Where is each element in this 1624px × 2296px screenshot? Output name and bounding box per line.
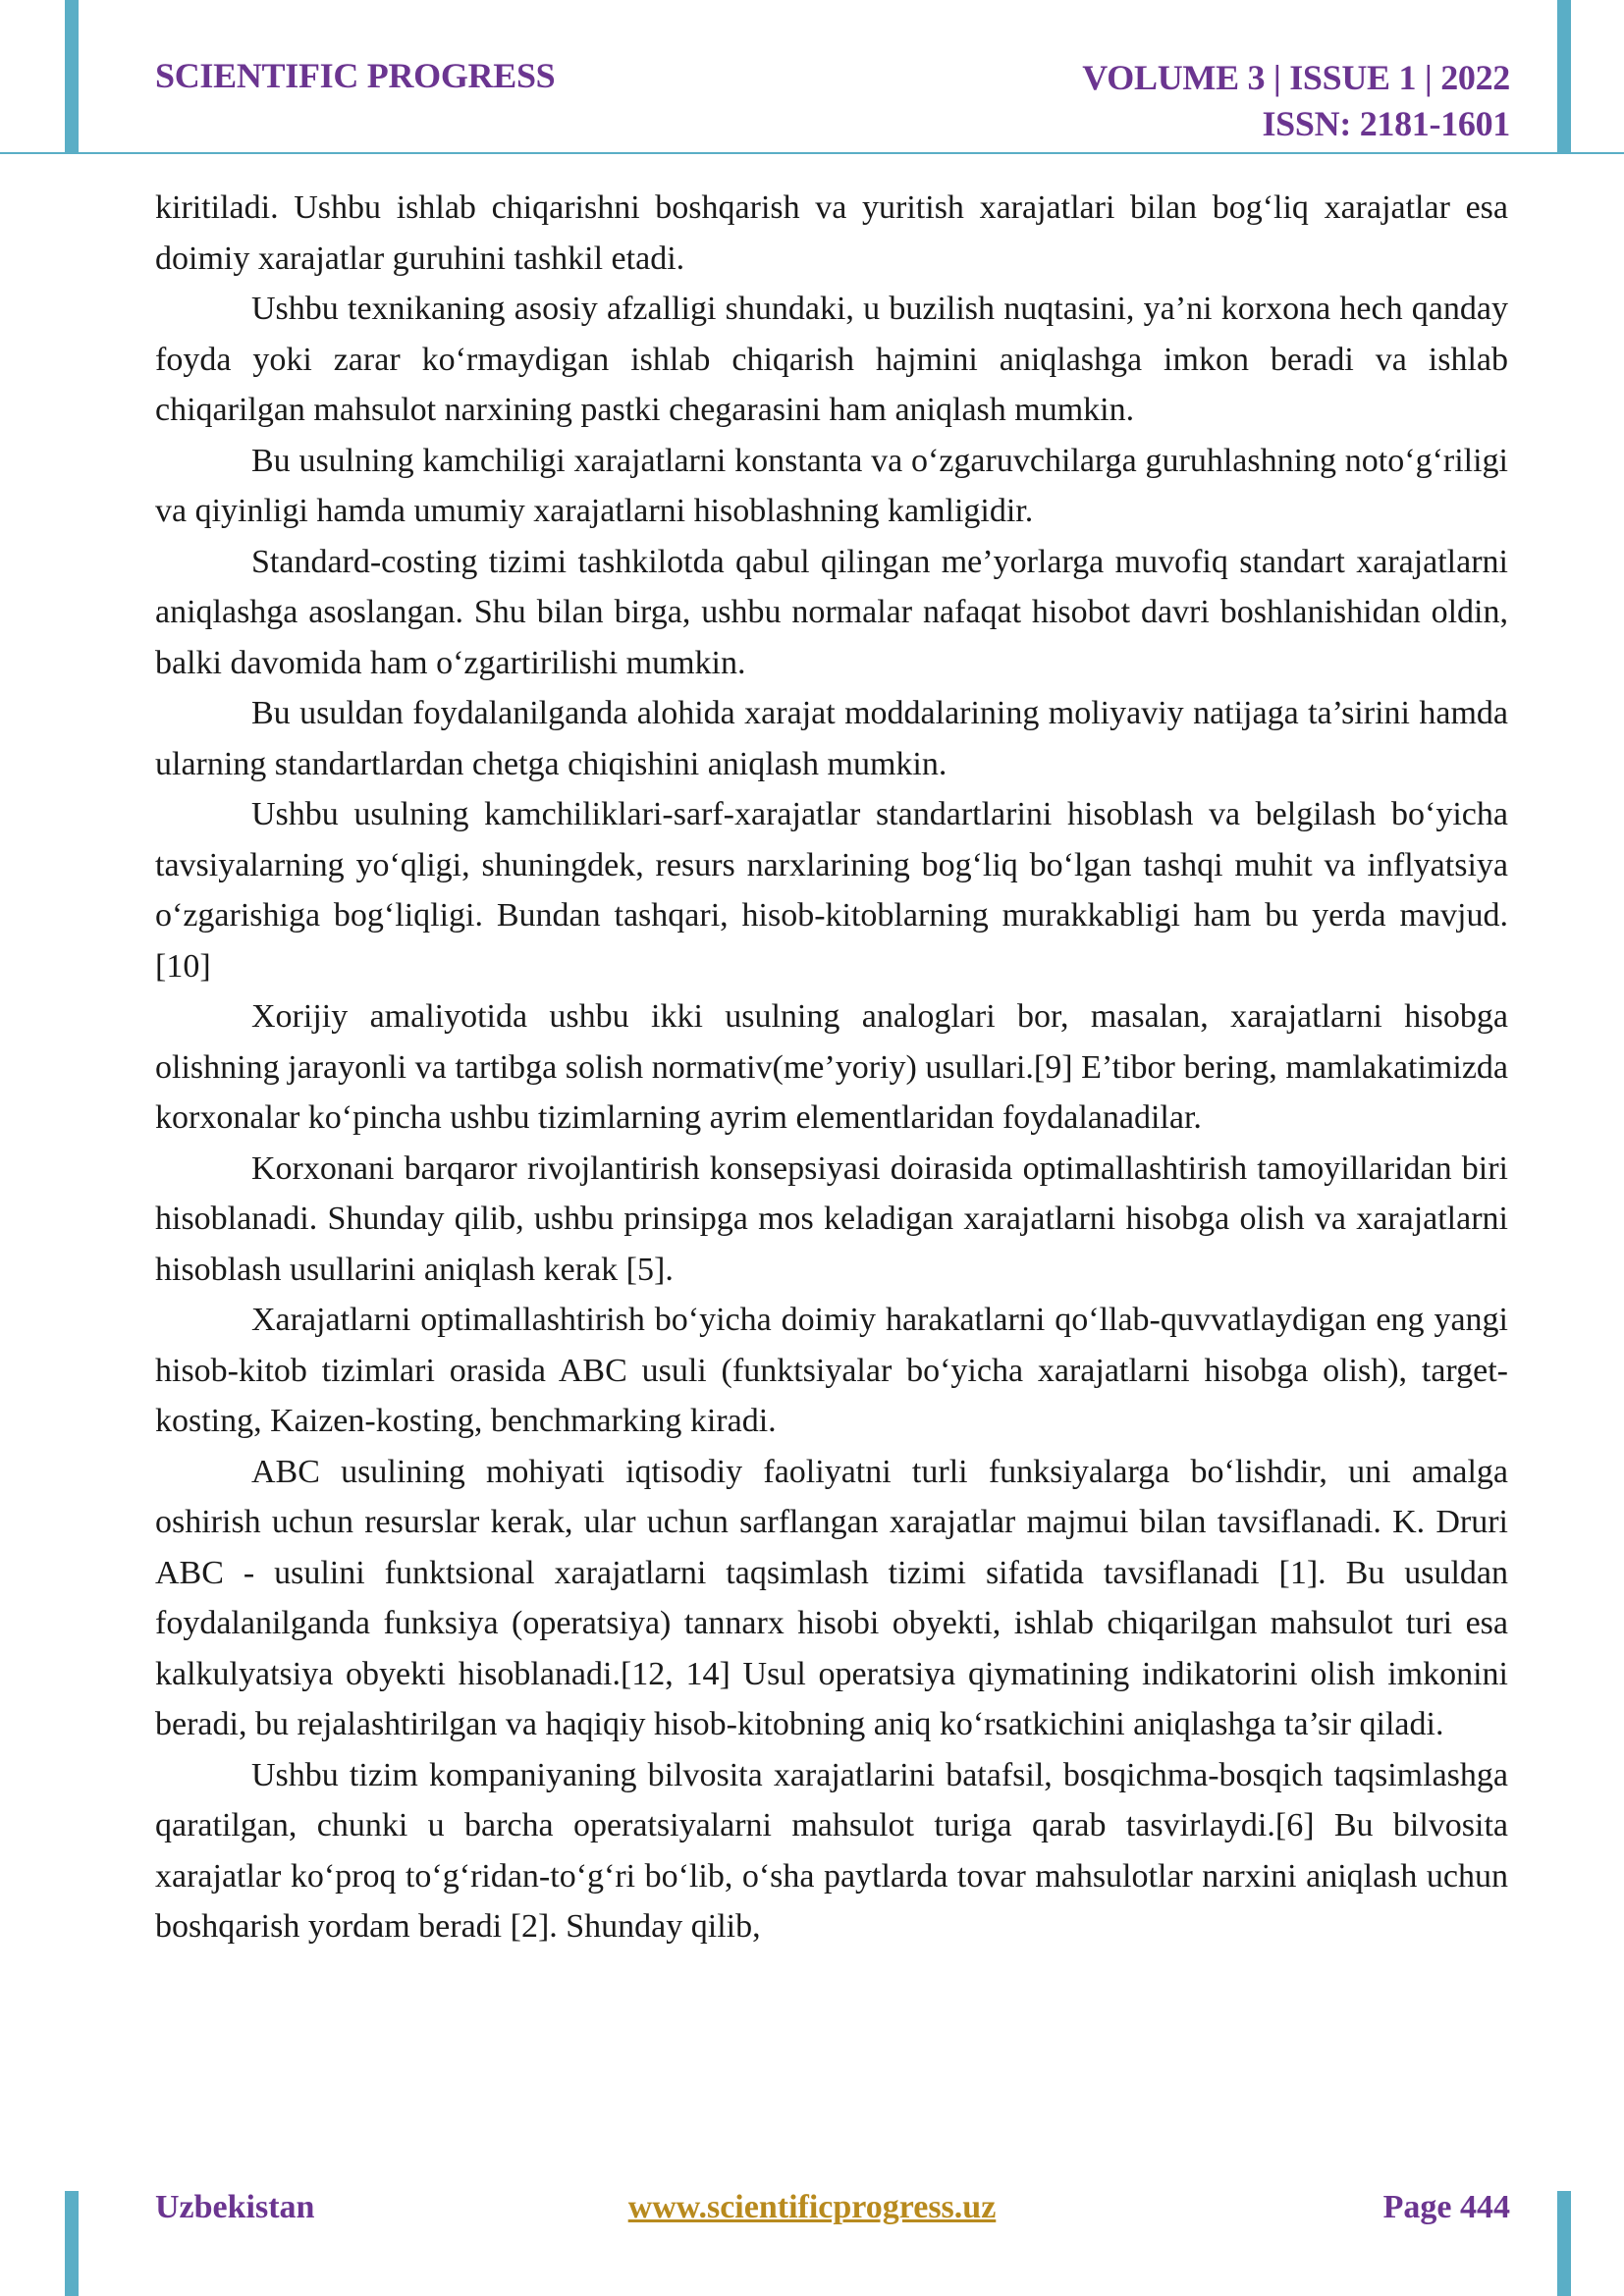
issn: ISSN: 2181-1601 (1262, 104, 1510, 143)
volume-issue: VOLUME 3 | ISSUE 1 | 2022 (1082, 58, 1510, 97)
paragraph-3: Bu usulning kamchiligi xarajatlarni konstanta va o‘zgaruvchilarga guruhlashning noto‘g‘riligi va qiyinligi hamda umumiy xarajatlarni hisoblashning kamligidir. (155, 442, 1508, 529)
paragraph-4: Standard-costing tizimi tashkilotda qabul qilingan me’yorlarga muvofiq standart xarajatlarni aniqlashga asoslangan. Shu bilan birga, ushbu normalar nafaqat hisobot davri boshlanishidan oldin, balki davomida ham o‘zgartirilishi mumkin. (155, 543, 1508, 681)
paragraph-7: Xorijiy amaliyotida ushbu ikki usulning analoglari bor, masalan, xarajatlarni hisobga olishning jarayonli va tartibga solish normativ(me’yoriy) usullari.[9] E’tibor bering, mamlakatimizda korxonalar ko‘pincha ushbu tizimlarning ayrim elementlaridan foydalanadilar. (155, 998, 1508, 1136)
paragraph-11: Ushbu tizim kompaniyaning bilvosita xarajatlarini batafsil, bosqichma-bosqich taqsimlashga qaratilgan, chunki u barcha operatsiyalarni mahsulot turiga qarab tasvirlaydi.[6] Bu bilvosita xarajatlar ko‘proq to‘g‘ridan-to‘g‘ri bo‘lib, o‘sha paytlarda tovar mahsulotlar narxini aniqlash uchun boshqarish yordam beradi [2]. Shunday qilib, (155, 1756, 1508, 1945)
footer-page-number: Page 444 (1382, 2189, 1510, 2225)
footer-website-link[interactable]: www.scientificprogress.uz (627, 2189, 997, 2225)
header-divider (0, 152, 1624, 154)
paragraph-5: Bu usuldan foydalanilganda alohida xarajat moddalarining moliyaviy natijaga ta’sirini hamda ularning standartlardan chetga chiqishini aniqlash mumkin. (155, 695, 1508, 782)
paragraph-9: Xarajatlarni optimallashtirish bo‘yicha doimiy harakatlarni qo‘llab-quvvatlaydigan eng yangi hisob-kitob tizimlari orasida ABC usuli (funktsiyalar bo‘yicha xarajatlarni hisobga olish), target-kosting, Kaizen-kosting, benchmarking kiradi. (155, 1302, 1508, 1439)
article-body (155, 183, 1508, 1952)
paragraph-2: Ushbu texnikaning asosiy afzalligi shundaki, u buzilish nuqtasini, ya’ni korxona hech qanday foyda yoki zarar ko‘rmaydigan ishlab chiqarish hajmini aniqlashga imkon beradi va ishlab chiqarilgan mahsulot narxining pastki chegarasini ham aniqlash mumkin. (155, 291, 1508, 428)
footer-country: Uzbekistan (155, 2189, 315, 2225)
paragraph-8: Korxonani barqaror rivojlantirish konsepsiyasi doirasida optimallashtirish tamoyillaridan biri hisoblanadi. Shunday qilib, ushbu prinsipga mos keladigan xarajatlarni hisobga olish va xarajatlarni hisoblash usullarini aniqlash kerak [5]. (155, 1149, 1508, 1288)
paragraph-10: ABC usulining mohiyati iqtisodiy faoliyatni turli funksiyalarga bo‘lishdir, uni amalga oshirish uchun resurslar kerak, ular uchun sarflangan xarajatlar majmui bilan tavsiflanadi. K. Druri ABC - usulini funktsional xarajatlarni taqsimlash tizimi sifatida tavsiflanadi [1]. Bu usuldan foydalanilganda funksiya (operatsiya) tannarx hisobi obyekti, ishlab chiqarilgan mahsulot turi esa kalkulyatsiya obyekti hisoblanadi.[12, 14] Usul operatsiya qiymatining indikatorini olish imkonini beradi, bu rejalashtirilgan va haqiqiy hisob-kitobning aniq ko‘rsatkichini aniqlashga ta’sir qiladi. (155, 1453, 1508, 1742)
paragraph-1: kiritiladi. Ushbu ishlab chiqarishni boshqarish va yuritish xarajatlari bilan bog‘liq xarajatlar esa doimiy xarajatlar guruhini tashkil etadi. (155, 189, 1508, 277)
paragraph-6: Ushbu usulning kamchiliklari-sarf-xarajatlar standartlarini hisoblash va belgilash bo‘yicha tavsiyalarning yo‘qligi, shuningdek, resurs narxlarining bog‘liq bo‘lgan tashqi muhit va inflyatsiya o‘zgarishiga bog‘liqligi. Bundan tashqari, hisob-kitoblarning murakkabligi ham bu yerda mavjud.[10] (155, 796, 1508, 985)
volume-info (1082, 55, 1510, 147)
decorative-bar-top-left (65, 0, 79, 152)
decorative-bar-top-right (1557, 0, 1571, 152)
journal-title: SCIENTIFIC PROGRESS (155, 56, 556, 95)
